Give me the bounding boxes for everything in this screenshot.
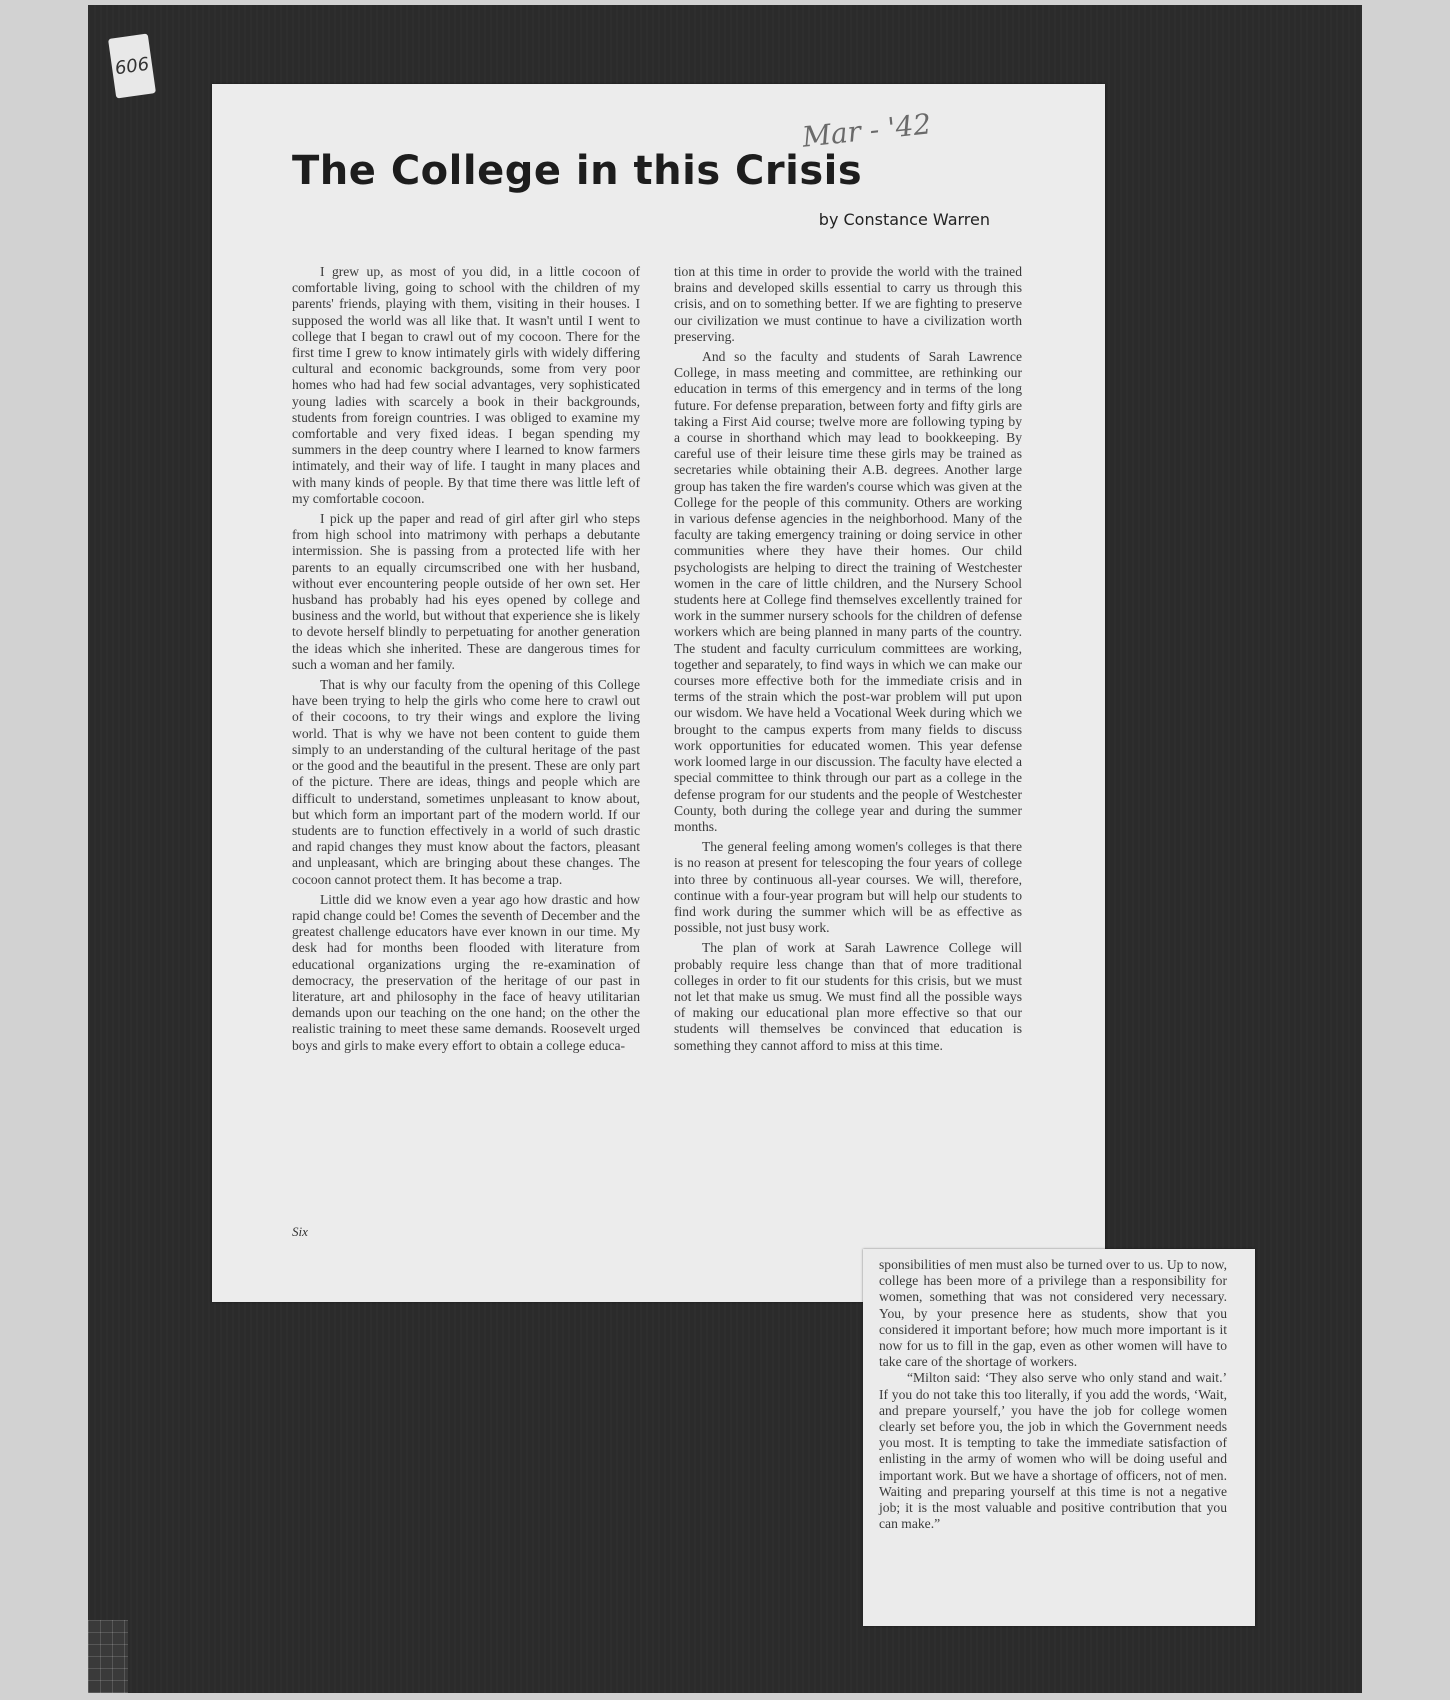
- left-column: [292, 264, 640, 1058]
- paragraph: “Milton said: ‘They also serve who only stand and wait.’ If you do not take this too literally, if you add the words, ‘Wait, and prepare yourself,’ you have the job for college women clearly set before you, the job in which the Government needs you most. It is tempting to take the immediate satisfaction of enlisting in the army of women who will be doing useful and important work. But we have a shortage of officers, not of men. Waiting and preparing yourself at this time is not a negative job; it is the most valuable and positive contribution that you can make.”: [879, 1370, 1227, 1532]
- page-folio: Six: [292, 1224, 308, 1239]
- article-page: [212, 84, 1105, 1302]
- paragraph: tion at this time in order to provide the world with the trained brains and developed skills essential to carry us through this crisis, and on to something better. If we are fighting to preserve our civilization we must continue to have a civilization worth preserving.: [674, 264, 1022, 344]
- cutting-mat-corner: [88, 1620, 128, 1693]
- handwritten-date-note: Mar - '42: [800, 107, 933, 154]
- newspaper-clipping: [863, 1249, 1255, 1626]
- right-column: [674, 264, 1022, 1058]
- paragraph: Little did we know even a year ago how drastic and how rapid change could be! Comes the seventh of December and the greatest challenge educators have ever known in our time. My desk had for months been flooded with literature from educational organizations urging the re-examination of democracy, the preservation of the heritage of our past in literature, art and philosophy in the face of heavy utilitarian demands upon our teaching on the one hand; on the other the realistic training to meet these same demands. Roosevelt urged boys and girls to make every effort to obtain a college educa-: [292, 891, 640, 1053]
- paragraph: The general feeling among women's colleges is that there is no reason at present for telescoping the four years of college into three by continuous all-year courses. We will, therefore, continue with a four-year program but will help our students to find work during the summer which will be as effective as possible, not just busy work.: [674, 839, 1022, 936]
- paragraph: I grew up, as most of you did, in a little cocoon of comfortable living, going to school with the children of my parents' friends, playing with them, visiting in their houses. I supposed the world was all like that. It wasn't until I went to college that I began to crawl out of my cocoon. There for the first time I grew to know intimately girls with widely differing cultural and economic backgrounds, some from very poor homes who had had few social advantages, very sophisticated young ladies with scarcely a book in their backgrounds, students from foreign countries. I was obliged to examine my comfortable and very fixed ideas. I began spending my summers in the deep country where I learned to know farmers intimately, and their way of life. I taught in many places and with many kinds of people. By that time there was little left of my comfortable cocoon.: [292, 264, 640, 506]
- clipping-text: [879, 1257, 1227, 1532]
- paragraph: sponsibilities of men must also be turned over to us. Up to now, college has been more of a privilege than a responsibility for women, something that was not considered very necessary. You, by your presence here as students, show that you considered it important before; how much more important is it now for us to fill in the gap, even as other women will have to take care of the shortage of workers.: [879, 1257, 1227, 1370]
- page-number-tag: 606: [108, 34, 156, 99]
- paragraph: And so the faculty and students of Sarah Lawrence College, in mass meeting and committee, are rethinking our education in terms of this emergency and in terms of the long future. For defense preparation, between forty and fifty girls are taking a First Aid course; twelve more are following typing by a course in shorthand which may lead to bookkeeping. By careful use of their leisure time these girls may be trained as secretaries while obtaining their A.B. degrees. Another large group has taken the fire warden's course which was given at the College for the people of this community. Others are working in various defense agencies in the neighborhood. Many of the faculty are taking emergency training or doing service in other communities where they have their homes. Our child psychologists are helping to direct the training of Westchester women in the care of little children, and the Nursery School students here at College find themselves excellently trained for work in the summer nursery schools for the children of defense workers which are being planned in many parts of the country. The student and faculty curriculum committees are working, together and separately, to find ways in which we can make our courses more effective both for the immediate crisis and in terms of the strain which the post-war problem will put upon our wisdom. We have held a Vocational Week during which we brought to the campus experts from many fields to discuss work opportunities for educated women. This year defense work loomed large in our discussion. The faculty have elected a special committee to think through our part as a college in the defense program for our students and the people of Westchester County, both during the college year and during the summer months.: [674, 349, 1022, 834]
- article-title: The College in this Crisis: [292, 148, 863, 194]
- article-byline: by Constance Warren: [818, 210, 990, 229]
- paragraph: The plan of work at Sarah Lawrence College will probably require less change than that of more traditional colleges in order to fit our students for this crisis, but we must not let that make us smug. We must find all the possible ways of making our educational plan more effective so that our students will themselves be convinced that education is something they cannot afford to miss at this time.: [674, 940, 1022, 1053]
- paragraph: That is why our faculty from the opening of this College have been trying to help the girls who come here to crawl out of their cocoons, to try their wings and explore the living world. That is why we have not been content to guide them simply to an understanding of the cultural heritage of the past or the good and the beautiful in the present. These are only part of the picture. There are ideas, things and people which are difficult to understand, sometimes unpleasant to know about, but which form an important part of the modern world. If our students are to function effectively in a world of such drastic and rapid changes they must know about the factors, pleasant and unpleasant, which are bringing about these changes. The cocoon cannot protect them. It has become a trap.: [292, 677, 640, 887]
- paragraph: I pick up the paper and read of girl after girl who steps from high school into matrimony with perhaps a debutante intermission. She is passing from a protected life with her parents to an equally circumscribed one with her husband, without ever encountering people outside of her own set. Her husband has probably had his eyes opened by college and business and the world, but without that experience she is likely to devote herself blindly to perpetuating for another generation the ideas which she inherited. These are dangerous times for such a woman and her family.: [292, 511, 640, 672]
